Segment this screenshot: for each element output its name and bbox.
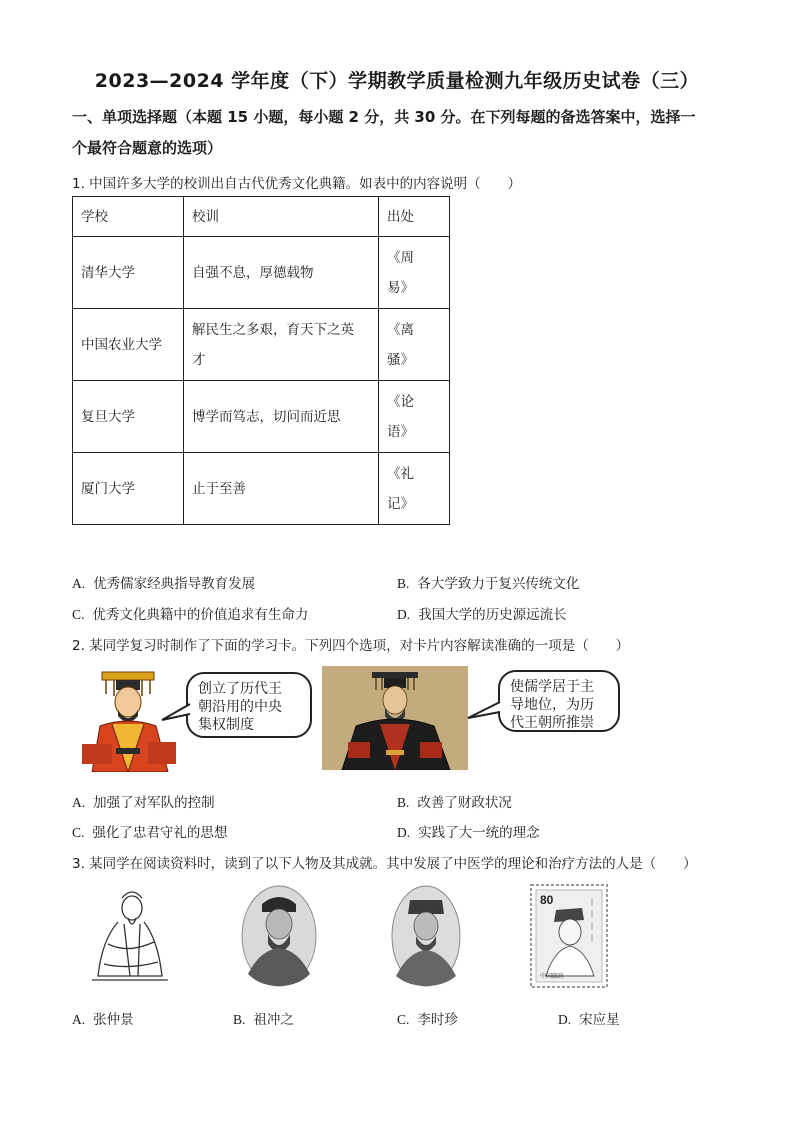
source-line: 《论: [387, 393, 414, 410]
source-line: 《礼: [387, 465, 414, 482]
bubble-line: 导地位，为历: [510, 697, 594, 713]
source-line: 语》: [387, 423, 414, 440]
table-cell-motto: 止于至善: [184, 453, 379, 525]
option-text: 加强了对军队的控制: [93, 795, 215, 811]
q2-option-b[interactable]: [397, 791, 512, 811]
table-cell-motto: 自强不息，厚德载物: [184, 237, 379, 309]
option-label: B.: [233, 1012, 246, 1027]
portrait-c-oval: [390, 884, 462, 988]
option-label: D.: [558, 1012, 572, 1027]
q2-option-c[interactable]: [72, 821, 227, 841]
q1-option-d[interactable]: [397, 603, 567, 623]
stamp-country: 中国邮政: [540, 973, 565, 980]
question-2-stem: 2. 某同学复习时制作了下面的学习卡。下列四个选项，对卡片内容解读准确的一项是（ ）: [72, 638, 630, 654]
q3-option-a[interactable]: [72, 1008, 134, 1028]
option-label: C.: [72, 825, 85, 840]
option-text: 强化了忠君守礼的思想: [92, 825, 228, 841]
table-cell-school: 厦门大学: [73, 453, 184, 525]
option-text: 宋应星: [579, 1012, 620, 1028]
table-cell-school: 复旦大学: [73, 381, 184, 453]
bubble-line: 代王朝所推崇: [510, 715, 594, 731]
option-label: A.: [72, 795, 86, 810]
bubble-line: 朝沿用的中央: [198, 699, 282, 715]
exam-title: 2023—2024 学年度（下）学期教学质量检测九年级历史试卷（三）: [94, 70, 700, 92]
bubble-line: 创立了历代王: [198, 681, 282, 697]
portrait-d-stamp: [530, 884, 608, 988]
table-header: 出处: [379, 197, 450, 237]
table-row: [73, 237, 450, 309]
table-cell-source: [379, 453, 450, 525]
source-line: 《离: [387, 321, 414, 338]
section-heading-line2: 个最符合题意的选项）: [72, 139, 223, 157]
option-text: 优秀文化典籍中的价值追求有生命力: [92, 607, 309, 623]
table-cell-motto: [184, 309, 379, 381]
table-header: 校训: [184, 197, 379, 237]
q2-option-d[interactable]: [397, 821, 540, 841]
speech-bubble-1: [186, 672, 312, 738]
option-label: B.: [397, 795, 410, 810]
section-heading-line1: 一、单项选择题（本题 15 小题，每小题 2 分，共 30 分。在下列每题的备选答案中，选择一: [72, 108, 696, 126]
option-text: 优秀儒家经典指导教育发展: [93, 576, 256, 592]
table-row: [73, 381, 450, 453]
option-label: C.: [397, 1012, 410, 1027]
emperor-han-painting: [322, 666, 468, 770]
source-line: 易》: [387, 279, 414, 296]
table-cell-school: 清华大学: [73, 237, 184, 309]
option-label: D.: [397, 825, 411, 840]
q3-option-d[interactable]: [558, 1008, 620, 1028]
option-text: 张仲景: [93, 1012, 134, 1028]
option-label: D.: [397, 607, 411, 622]
option-text: 我国大学的历史源远流长: [418, 607, 567, 623]
motto-line: 才: [192, 351, 206, 368]
q3-option-b[interactable]: [233, 1008, 294, 1028]
option-label: A.: [72, 1012, 86, 1027]
question-3-stem: 3. 某同学在阅读资料时，读到了以下人物及其成就。其中发展了中医学的理论和治疗方法的人是（ ）: [72, 856, 697, 872]
option-text: 实践了大一统的理念: [418, 825, 540, 841]
table-header-row: [73, 197, 450, 237]
section-heading: [72, 102, 732, 164]
source-line: 记》: [387, 495, 414, 512]
option-text: 各大学致力于复兴传统文化: [417, 576, 580, 592]
portrait-b-oval: [240, 884, 318, 988]
q1-option-a[interactable]: [72, 572, 255, 592]
bubble-tail-2: [466, 698, 502, 722]
q3-option-c[interactable]: [397, 1008, 458, 1028]
table-row: [73, 309, 450, 381]
table-cell-source: [379, 237, 450, 309]
motto-table: [72, 196, 450, 525]
table-cell-source: [379, 309, 450, 381]
option-label: C.: [72, 607, 85, 622]
question-1-stem: 1. 中国许多大学的校训出自古代优秀文化典籍。如表中的内容说明（ ）: [72, 176, 522, 192]
source-line: 骚》: [387, 351, 414, 368]
q2-option-a[interactable]: [72, 791, 215, 811]
bubble-tail-1: [160, 700, 192, 724]
table-cell-source: [379, 381, 450, 453]
option-label: A.: [72, 576, 86, 591]
table-row: [73, 453, 450, 525]
speech-bubble-2: [498, 670, 620, 732]
q1-option-b[interactable]: [397, 572, 579, 592]
option-text: 李时珍: [417, 1012, 458, 1028]
option-text: 祖冲之: [253, 1012, 294, 1028]
bubble-line: 集权制度: [198, 717, 254, 733]
bubble-line: 使儒学居于主: [510, 679, 594, 695]
table-header: 学校: [73, 197, 184, 237]
option-label: B.: [397, 576, 410, 591]
option-text: 改善了财政状况: [417, 795, 512, 811]
portrait-a-sketch: [88, 884, 172, 988]
q1-option-c[interactable]: [72, 603, 308, 623]
stamp-value: 80: [540, 893, 554, 907]
table-cell-school: 中国农业大学: [73, 309, 184, 381]
table-cell-motto: 博学而笃志，切问而近思: [184, 381, 379, 453]
motto-line: 解民生之多艰，育天下之英: [192, 321, 354, 338]
source-line: 《周: [387, 249, 414, 266]
